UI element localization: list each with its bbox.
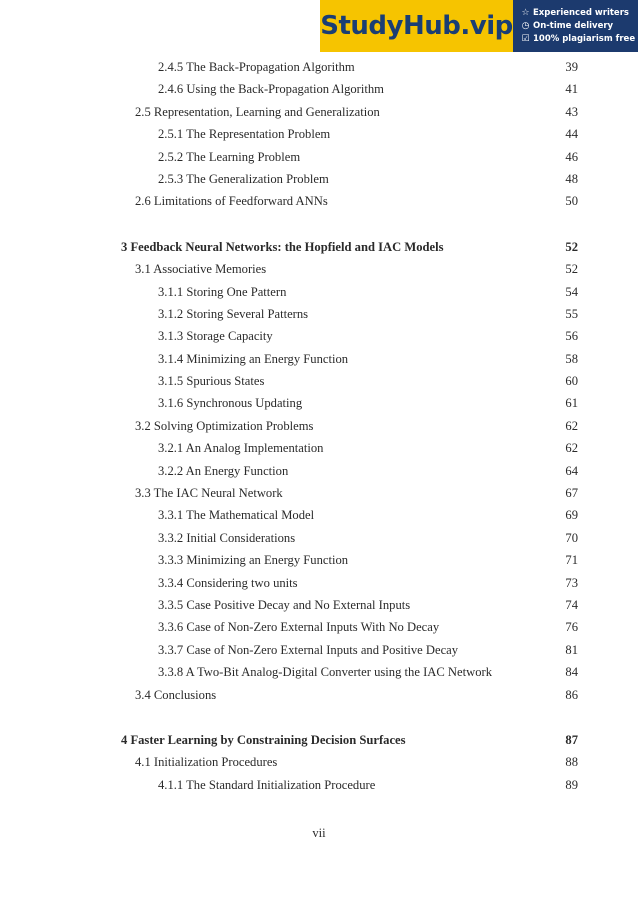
toc-subsection-entry[interactable] bbox=[0, 146, 638, 168]
toc-entry-page: 62 bbox=[565, 441, 578, 456]
toc-entry-title: 3.1.3 Storage Capacity bbox=[158, 329, 273, 344]
toc-entry-page: 46 bbox=[565, 149, 578, 164]
toc-entry-page: 55 bbox=[565, 306, 578, 321]
toc-entry-title: 3.2.2 An Energy Function bbox=[158, 463, 289, 478]
toc-subsection-entry[interactable] bbox=[0, 504, 638, 526]
toc-subsection-entry[interactable] bbox=[0, 437, 638, 459]
toc-section-entry[interactable] bbox=[0, 190, 638, 212]
toc-subsection-entry[interactable] bbox=[0, 616, 638, 638]
toc-entry-page: 74 bbox=[565, 597, 578, 612]
toc-entry-page: 48 bbox=[565, 171, 578, 186]
banner-features bbox=[513, 0, 638, 52]
toc-entry-title: 3.3.3 Minimizing an Energy Function bbox=[158, 553, 349, 568]
page-number: vii bbox=[312, 826, 326, 840]
feature-item bbox=[520, 7, 638, 20]
toc-subsection-entry[interactable] bbox=[0, 572, 638, 594]
toc-subsection-entry[interactable] bbox=[0, 56, 638, 78]
feature-text: Experienced writers bbox=[533, 7, 629, 18]
toc-section-entry[interactable] bbox=[0, 482, 638, 504]
toc-entry-page: 73 bbox=[565, 575, 578, 590]
studyhub-logo[interactable]: StudyHub.vip bbox=[320, 0, 513, 52]
toc-entry-page: 50 bbox=[565, 194, 578, 209]
toc-entry-page: 67 bbox=[565, 486, 578, 501]
toc-section-entry[interactable] bbox=[0, 101, 638, 123]
toc-entry-page: 52 bbox=[565, 262, 578, 277]
toc-section-entry[interactable] bbox=[0, 415, 638, 437]
toc-entry-page: 69 bbox=[565, 508, 578, 523]
studyhub-banner[interactable] bbox=[320, 0, 638, 52]
toc-entry-title: 4.1.1 The Standard Initialization Procedure bbox=[158, 777, 376, 792]
clock-icon: ◷ bbox=[521, 20, 530, 31]
toc-entry-title: 4.1 Initialization Procedures bbox=[135, 755, 278, 770]
toc-entry-page: 88 bbox=[565, 755, 578, 770]
feature-item bbox=[520, 20, 638, 33]
toc-entry-title: 2.4.5 The Back-Propagation Algorithm bbox=[158, 60, 355, 74]
toc-subsection-entry[interactable] bbox=[0, 460, 638, 482]
toc-entry-title: 3.3.8 A Two-Bit Analog-Digital Converter using the IAC Network bbox=[158, 665, 492, 680]
check-icon: ☑ bbox=[521, 33, 530, 44]
toc-subsection-entry[interactable] bbox=[0, 370, 638, 392]
toc-section-entry[interactable] bbox=[0, 751, 638, 773]
toc-entry-title: 2.5.3 The Generalization Problem bbox=[158, 171, 329, 186]
toc-chapter-entry[interactable] bbox=[0, 729, 638, 751]
chapter-spacer bbox=[0, 706, 638, 729]
toc-entry-title: 3.1.4 Minimizing an Energy Function bbox=[158, 351, 349, 366]
toc-subsection-entry[interactable] bbox=[0, 78, 638, 100]
feature-text: On-time delivery bbox=[533, 20, 614, 31]
toc-entry-page: 43 bbox=[565, 104, 578, 119]
toc-entry-page: 84 bbox=[565, 665, 578, 680]
toc-entry-page: 41 bbox=[565, 82, 578, 97]
toc-entry-title: 3 Feedback Neural Networks: the Hopfield and IAC Models bbox=[121, 239, 444, 254]
toc-entry-title: 2.5 Representation, Learning and Generalization bbox=[135, 104, 380, 119]
toc-entry-page: 71 bbox=[565, 553, 578, 568]
toc-subsection-entry[interactable] bbox=[0, 639, 638, 661]
toc-entry-title: 3.3.1 The Mathematical Model bbox=[158, 508, 315, 523]
toc-entry-title: 3.3.5 Case Positive Decay and No External Inputs bbox=[158, 597, 411, 612]
toc-entry-title: 3.4 Conclusions bbox=[135, 687, 217, 702]
toc-subsection-entry[interactable] bbox=[0, 774, 638, 796]
toc-entry-page: 54 bbox=[565, 284, 578, 299]
toc-entry-title: 3.3.2 Initial Considerations bbox=[158, 530, 296, 545]
toc-entry-title: 3.2 Solving Optimization Problems bbox=[135, 418, 314, 433]
toc-subsection-entry[interactable] bbox=[0, 661, 638, 683]
toc-entry-title: 2.5.2 The Learning Problem bbox=[158, 149, 301, 164]
toc-entry-page: 89 bbox=[565, 777, 578, 792]
toc-entry-title: 3.1.5 Spurious States bbox=[158, 374, 265, 389]
toc-entry-page: 62 bbox=[565, 418, 578, 433]
feature-text: 100% plagiarism free bbox=[533, 33, 636, 44]
toc-entry-title: 3.1.2 Storing Several Patterns bbox=[158, 306, 309, 321]
toc-subsection-entry[interactable] bbox=[0, 303, 638, 325]
toc-entry-title: 3.3.6 Case of Non-Zero External Inputs With No Decay bbox=[158, 620, 440, 635]
toc-entry-page: 60 bbox=[565, 374, 578, 389]
toc-entry-title: 3.1 Associative Memories bbox=[135, 262, 267, 277]
toc-subsection-entry[interactable] bbox=[0, 549, 638, 571]
toc-subsection-entry[interactable] bbox=[0, 392, 638, 414]
toc-entry-page: 52 bbox=[565, 239, 578, 254]
feature-item bbox=[520, 33, 638, 46]
toc-subsection-entry[interactable] bbox=[0, 594, 638, 616]
toc-entry-title: 3.3 The IAC Neural Network bbox=[135, 486, 283, 501]
toc-entry-title: 2.4.6 Using the Back-Propagation Algorithm bbox=[158, 82, 384, 97]
toc-entry-title: 3.2.1 An Analog Implementation bbox=[158, 441, 324, 456]
toc-entry-page: 44 bbox=[565, 127, 578, 142]
toc-chapter-entry[interactable] bbox=[0, 236, 638, 258]
toc-entry-title: 3.1.6 Synchronous Updating bbox=[158, 396, 303, 411]
toc-entry-title: 4 Faster Learning by Constraining Decision Surfaces bbox=[121, 732, 406, 747]
toc-subsection-entry[interactable] bbox=[0, 123, 638, 145]
toc-subsection-entry[interactable] bbox=[0, 168, 638, 190]
toc-entry-page: 64 bbox=[565, 463, 578, 478]
toc-subsection-entry[interactable] bbox=[0, 281, 638, 303]
toc-entry-title: 3.3.7 Case of Non-Zero External Inputs and Positive Decay bbox=[158, 642, 459, 657]
toc-section-entry[interactable] bbox=[0, 258, 638, 280]
toc-entry-page: 86 bbox=[565, 687, 578, 702]
toc-entry-page: 39 bbox=[565, 60, 578, 74]
toc-entry-page: 61 bbox=[565, 396, 578, 411]
toc-entry-page: 58 bbox=[565, 351, 578, 366]
toc-entry-title: 3.1.1 Storing One Pattern bbox=[158, 284, 287, 299]
toc-subsection-entry[interactable] bbox=[0, 348, 638, 370]
toc-entry-page: 56 bbox=[565, 329, 578, 344]
star-icon: ☆ bbox=[521, 7, 530, 18]
toc-subsection-entry[interactable] bbox=[0, 527, 638, 549]
toc-entry-page: 76 bbox=[565, 620, 578, 635]
toc-entry-page: 87 bbox=[565, 732, 578, 747]
chapter-spacer bbox=[0, 213, 638, 236]
toc-section-entry[interactable] bbox=[0, 684, 638, 706]
toc-subsection-entry[interactable] bbox=[0, 325, 638, 347]
toc-entry-title: 3.3.4 Considering two units bbox=[158, 575, 298, 590]
table-of-contents bbox=[0, 56, 638, 796]
toc-entry-title: 2.5.1 The Representation Problem bbox=[158, 127, 331, 142]
toc-entry-page: 81 bbox=[565, 642, 578, 657]
toc-entry-page: 70 bbox=[565, 530, 578, 545]
toc-entry-title: 2.6 Limitations of Feedforward ANNs bbox=[135, 194, 328, 209]
